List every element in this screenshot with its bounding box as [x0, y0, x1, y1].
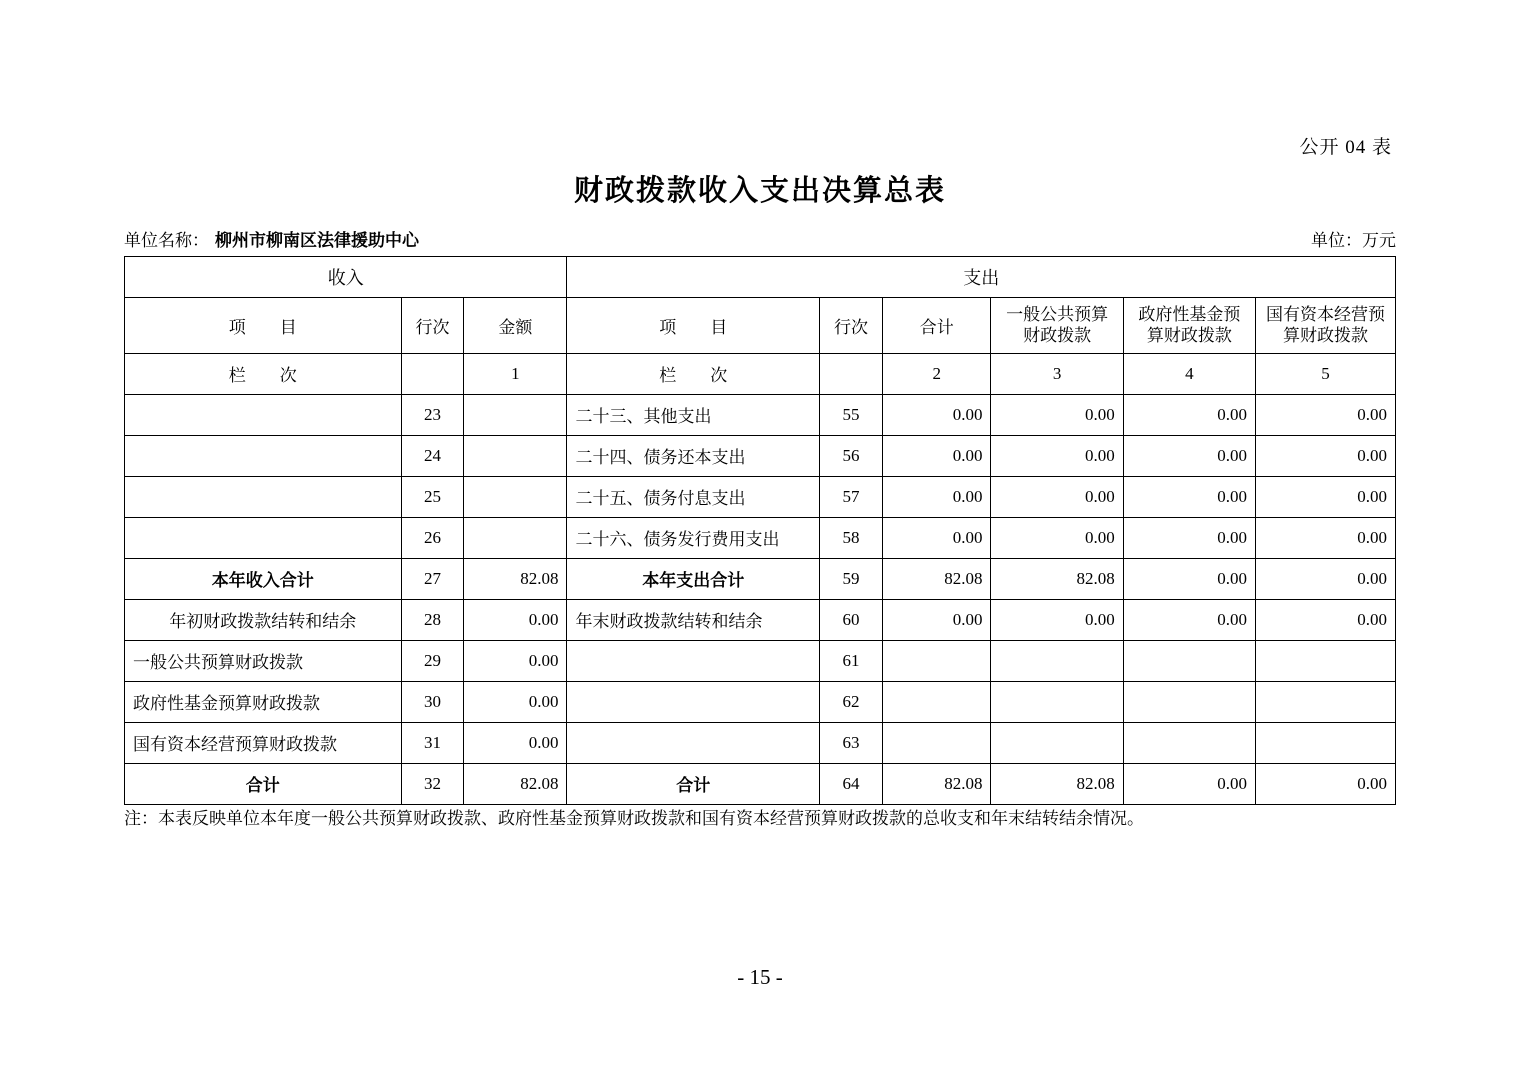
- table-column-header-row: [125, 298, 1396, 354]
- expend-general: 0.00: [991, 476, 1123, 517]
- expend-total: [883, 722, 991, 763]
- expend-item: 二十五、债务付息支出: [567, 476, 820, 517]
- income-item: [125, 394, 402, 435]
- income-line: 29: [401, 640, 464, 681]
- page-title: 财政拨款收入支出决算总表: [573, 175, 946, 207]
- income-line: 25: [401, 476, 464, 517]
- expend-capital: [1256, 681, 1396, 722]
- income-item: 年初财政拨款结转和结余: [125, 599, 402, 640]
- expend-fund: 0.00: [1123, 517, 1255, 558]
- expend-capital: 0.00: [1256, 517, 1396, 558]
- expend-line: 56: [820, 435, 883, 476]
- income-amount: [464, 476, 567, 517]
- income-amount: [464, 394, 567, 435]
- expend-line: 62: [820, 681, 883, 722]
- group-header-income: 收入: [125, 257, 567, 298]
- expend-general: [991, 640, 1123, 681]
- income-line: 23: [401, 394, 464, 435]
- income-line: 31: [401, 722, 464, 763]
- meta-row: [124, 226, 1396, 251]
- expend-capital: [1256, 722, 1396, 763]
- expend-general: 0.00: [991, 599, 1123, 640]
- expend-item: 年末财政拨款结转和结余: [567, 599, 820, 640]
- expend-item: [567, 640, 820, 681]
- table-row: [125, 722, 1396, 763]
- header-income-item: 项 目: [125, 298, 402, 354]
- header-expend-total: 合计: [883, 298, 991, 354]
- budget-table: [124, 256, 1396, 805]
- income-line: 32: [401, 763, 464, 804]
- income-item: [125, 517, 402, 558]
- table-row: [125, 599, 1396, 640]
- expend-fund: 0.00: [1123, 476, 1255, 517]
- header-income-amount: 金额: [464, 298, 567, 354]
- expend-capital: [1256, 640, 1396, 681]
- unit-name-block: [124, 226, 419, 251]
- expend-total: 0.00: [883, 517, 991, 558]
- expend-fund: [1123, 722, 1255, 763]
- column-number-blank-1: [401, 353, 464, 394]
- expend-item: 二十六、债务发行费用支出: [567, 517, 820, 558]
- expend-fund: 0.00: [1123, 763, 1255, 804]
- table-row: [125, 394, 1396, 435]
- expend-general: [991, 681, 1123, 722]
- expend-line: 57: [820, 476, 883, 517]
- expend-general: 82.08: [991, 558, 1123, 599]
- expend-item: [567, 722, 820, 763]
- expend-general: 0.00: [991, 517, 1123, 558]
- income-line: 24: [401, 435, 464, 476]
- expend-fund: 0.00: [1123, 435, 1255, 476]
- group-header-expenditure: 支出: [567, 257, 1396, 298]
- income-item: 一般公共预算财政拨款: [125, 640, 402, 681]
- column-number-expend-general: 3: [991, 353, 1123, 394]
- expend-capital: 0.00: [1256, 476, 1396, 517]
- column-label-expend: 栏 次: [567, 353, 820, 394]
- table-row: [125, 476, 1396, 517]
- column-number-income-amount: 1: [464, 353, 567, 394]
- expend-general: 0.00: [991, 394, 1123, 435]
- income-amount: 82.08: [464, 763, 567, 804]
- income-item: 本年收入合计: [125, 558, 402, 599]
- table-note: 注：本表反映单位本年度一般公共预算财政拨款、政府性基金预算财政拨款和国有资本经营预算财政拨款的总收支和年末结转结余情况。: [124, 809, 1144, 828]
- income-amount: [464, 435, 567, 476]
- expend-fund: [1123, 640, 1255, 681]
- expend-line: 64: [820, 763, 883, 804]
- expend-fund: [1123, 681, 1255, 722]
- expend-total: 0.00: [883, 599, 991, 640]
- income-amount: 0.00: [464, 681, 567, 722]
- header-expend-item: 项 目: [567, 298, 820, 354]
- expend-total: [883, 640, 991, 681]
- expend-fund: 0.00: [1123, 558, 1255, 599]
- expend-line: 61: [820, 640, 883, 681]
- expend-total: 0.00: [883, 476, 991, 517]
- income-line: 26: [401, 517, 464, 558]
- income-line: 28: [401, 599, 464, 640]
- table-row: [125, 640, 1396, 681]
- expend-total: 82.08: [883, 763, 991, 804]
- table-row: [125, 763, 1396, 804]
- header-expend-line: 行次: [820, 298, 883, 354]
- expend-capital: 0.00: [1256, 394, 1396, 435]
- expend-fund: 0.00: [1123, 394, 1255, 435]
- expend-capital: 0.00: [1256, 763, 1396, 804]
- expend-line: 60: [820, 599, 883, 640]
- header-expend-state-capital: 国有资本经营预算财政拨款: [1256, 298, 1396, 354]
- table-row: [125, 558, 1396, 599]
- column-number-expend-fund: 4: [1123, 353, 1255, 394]
- expend-item: 本年支出合计: [567, 558, 820, 599]
- table-column-number-row: [125, 353, 1396, 394]
- expend-item: 二十三、其他支出: [567, 394, 820, 435]
- expend-item: [567, 681, 820, 722]
- expend-fund: 0.00: [1123, 599, 1255, 640]
- expend-line: 55: [820, 394, 883, 435]
- expend-capital: 0.00: [1256, 435, 1396, 476]
- column-number-blank-2: [820, 353, 883, 394]
- income-line: 27: [401, 558, 464, 599]
- income-item: [125, 476, 402, 517]
- table-row: [125, 517, 1396, 558]
- form-code: 公开 04 表: [1299, 137, 1392, 158]
- table-row: [125, 681, 1396, 722]
- expend-capital: 0.00: [1256, 599, 1396, 640]
- expend-total: 0.00: [883, 394, 991, 435]
- income-amount: 82.08: [464, 558, 567, 599]
- expend-total: 0.00: [883, 435, 991, 476]
- income-item: [125, 435, 402, 476]
- header-income-line: 行次: [401, 298, 464, 354]
- income-line: 30: [401, 681, 464, 722]
- expend-line: 59: [820, 558, 883, 599]
- income-item: 合计: [125, 763, 402, 804]
- expend-general: 0.00: [991, 435, 1123, 476]
- table-row: [125, 435, 1396, 476]
- expend-line: 58: [820, 517, 883, 558]
- income-amount: 0.00: [464, 599, 567, 640]
- header-expend-general-public: 一般公共预算财政拨款: [991, 298, 1123, 354]
- income-item: 政府性基金预算财政拨款: [125, 681, 402, 722]
- column-label-income: 栏 次: [125, 353, 402, 394]
- expend-item: 合计: [567, 763, 820, 804]
- expend-total: 82.08: [883, 558, 991, 599]
- page-number: - 15 -: [737, 965, 783, 989]
- income-amount: 0.00: [464, 640, 567, 681]
- table-group-header-row: [125, 257, 1396, 298]
- header-expend-gov-fund: 政府性基金预算财政拨款: [1123, 298, 1255, 354]
- column-number-expend-total: 2: [883, 353, 991, 394]
- expend-total: [883, 681, 991, 722]
- income-amount: 0.00: [464, 722, 567, 763]
- column-number-expend-capital: 5: [1256, 353, 1396, 394]
- expend-line: 63: [820, 722, 883, 763]
- expend-capital: 0.00: [1256, 558, 1396, 599]
- unit-name-value: 柳州市柳南区法律援助中心: [215, 231, 419, 250]
- amount-unit: 单位：万元: [1311, 231, 1396, 250]
- expend-general: [991, 722, 1123, 763]
- expend-item: 二十四、债务还本支出: [567, 435, 820, 476]
- income-item: 国有资本经营预算财政拨款: [125, 722, 402, 763]
- unit-name-label: 单位名称：: [124, 231, 209, 250]
- expend-general: 82.08: [991, 763, 1123, 804]
- income-amount: [464, 517, 567, 558]
